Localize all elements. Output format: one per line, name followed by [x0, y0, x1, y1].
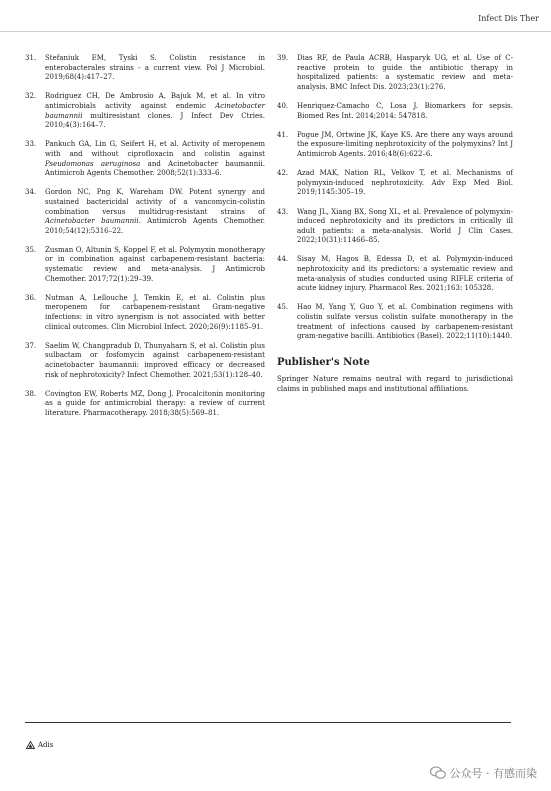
publisher-name: Adis [38, 741, 54, 749]
reference-item [25, 294, 265, 332]
publisher-logo [26, 741, 53, 749]
reference-item [25, 54, 265, 83]
reference-item [25, 342, 265, 380]
reference-number: 45. [277, 303, 289, 312]
reference-number: 37. [25, 341, 37, 350]
reference-text: Henriquez-Camacho C, Losa J. Biomarkers for sepsis. Biomed Res Int. 2014;2014: 547818. [297, 101, 513, 120]
reference-text: Dias RF, de Paula ACRB, Hasparyk UG, et al. Use of C-reactive protein to guide the antibiotic therapy in hospitalized patients: a systematic review and meta-analysis. BMC Infect Dis. 2023;23(1):276. [297, 54, 513, 91]
reference-text: Rodriguez CH, De Ambrosio A, Bajuk M, et al. In vitro antimicrobials activity against endemic Acinetobacter baumannii multiresistant clones. J Infect Dev Ctries. 2010;4(3):164–7. [45, 92, 265, 130]
wechat-watermark [430, 765, 538, 781]
reference-text: Hao M, Yang Y, Guo Y, et al. Combination regimens with colistin sulfate versus colistin sulfate monotherapy in the treatment of infections caused by carbapenem-resistant gram-negative bacilli. Antibiotics (Basel). 2022;11(10):1440. [297, 303, 513, 341]
reference-text: Saelim W, Changpradub D, Thunyaharn S, et al. Colistin plus sulbactam or fosfomycin against carbapenem-resistant acinetobacter baumannii: improved efficacy or decreased risk of nephrotoxicity? Infect Chemother. 2021;53(1):128–40. [45, 341, 265, 379]
reference-item [277, 255, 513, 293]
publishers-note [277, 358, 513, 395]
reference-number: 34. [25, 188, 37, 197]
reference-text: Stefaniuk EM, Tyski S. Colistin resistance in enterobacterales strains - a current view. Pol J Microbiol. 2019;68(4):417–27. [45, 54, 265, 82]
reference-number: 35. [25, 245, 37, 254]
reference-item [25, 390, 265, 419]
reference-number: 33. [25, 140, 37, 149]
reference-item [25, 140, 265, 178]
reference-text: Zusman O, Altunin S, Koppel F, et al. Polymyxin monotherapy or in combination against carbapenem-resistant bacteria: systematic review and meta-analysis. J Antimicrob Chemother. 2017;72(1):29–39. [45, 245, 265, 283]
reference-number: 31. [25, 54, 37, 62]
references-right-column [277, 54, 513, 395]
wechat-watermark-text: 公众号 · 有感而染 [449, 767, 537, 780]
reference-item [25, 188, 265, 236]
reference-item [277, 102, 513, 121]
reference-number: 40. [277, 101, 289, 110]
reference-text: Wang JL, Xiang BX, Song XL, et al. Prevalence of polymyxin-induced nephrotoxicity and its predictors in critically ill adult patients: a meta-analysis. World J Clin Cases. 2022;10(31):11466–85. [297, 207, 513, 245]
reference-number: 32. [25, 92, 37, 101]
reference-item [25, 92, 265, 130]
reference-text: Covington EW, Roberts MZ, Dong J. Procalcitonin monitoring as a guide for antimicrobial therapy: a review of current literature. Pharmacotherapy. 2018;38(5):569–81. [45, 389, 265, 417]
reference-item [277, 169, 513, 198]
footer-rule [25, 722, 511, 723]
header-rule [0, 31, 551, 32]
publishers-note-title: Publisher's Note [277, 356, 370, 368]
reference-number: 43. [277, 207, 289, 216]
references-left-column [25, 54, 265, 428]
reference-text: Pogue JM, Ortwine JK, Kaye KS. Are there any ways around the exposure-limiting nephrotoxicity of the polymyxins? Int J Antimicrob Agents. 2016;48(6):622–6. [297, 130, 513, 158]
reference-text: Gordon NC, Png K, Wareham DW. Potent synergy and sustained bactericidal activity of a vancomycin-colistin combination versus multidrug-resistant strains of Acinetobacter baumannii. Antimicrob Agents Chemother. 2010;54(12):5316–22. [45, 188, 265, 235]
reference-item [277, 54, 513, 92]
reference-item [277, 131, 513, 160]
wechat-icon [430, 766, 446, 780]
reference-number: 41. [277, 130, 289, 139]
adis-triangle-icon [26, 741, 35, 749]
reference-number: 44. [277, 255, 289, 264]
reference-text: Sisay M, Hagos B, Edessa D, et al. Polymyxin-induced nephrotoxicity and its predictors: a systematic review and meta-analysis of studies conducted using RIFLE criteria of acute kidney injury. Pharmacol Res. 2021;163: 105328. [297, 255, 513, 293]
reference-item [277, 208, 513, 246]
reference-text: Pankuch GA, Lin G, Seifert H, et al. Activity of meropenem with and without ciprofloxacin and colistin against Pseudomonas aeruginosa and Acinetobacter baumannii. Antimicrob Agents Chemother. 2008;52(1):333–6. [45, 140, 265, 178]
reference-number: 38. [25, 389, 37, 398]
publishers-note-text: Springer Nature remains neutral with regard to jurisdictional claims in published maps and institutional affiliations. [277, 375, 513, 393]
reference-text: Azad MAK, Nation RL, Velkov T, et al. Mechanisms of polymyxin-induced nephrotoxicity. Adv Exp Med Biol. 2019;1145:305–19. [297, 169, 513, 197]
reference-number: 36. [25, 293, 37, 302]
journal-name: Infect Dis Ther [478, 14, 539, 23]
reference-number: 39. [277, 54, 289, 62]
reference-item [277, 303, 513, 341]
reference-item [25, 246, 265, 284]
reference-number: 42. [277, 169, 289, 178]
reference-text: Nutman A, Lellouche J, Temkin E, et al. Colistin plus meropenem for carbapenem-resistant Gram-negative infections: in vitro synergism is not associated with better clinical outcomes. Clin Microbiol Infect. 2020;26(9):1185–91. [45, 293, 265, 331]
